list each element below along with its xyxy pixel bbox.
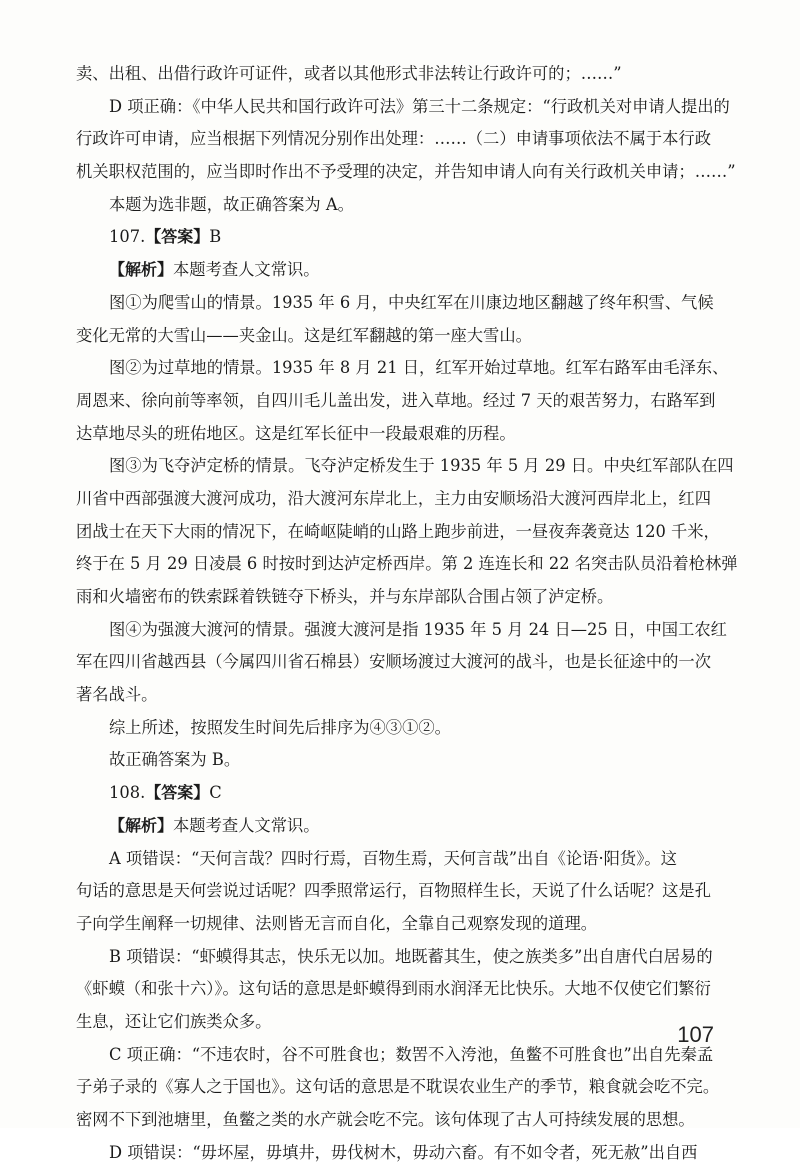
text-line: 军在四川省越西县（今属四川省石棉县）安顺场渡过大渡河的战斗，也是长征途中的一次 [76, 652, 711, 672]
question-107-analysis [76, 254, 724, 287]
text-line: 川省中西部强渡大渡河成功，沿大渡河东岸北上，主力由安顺场沿大渡河西岸北上，红四 [76, 488, 711, 508]
text-line: 子弟子录的《寡人之于国也》。这句话的意思是不耽误农业生产的季节，粮食就会吃不完。 [76, 1077, 720, 1097]
text-line: C 项正确：“不违农时，谷不可胜食也；数罟不入洿池，鱼鳖不可胜食也”出自先秦孟 [109, 1044, 714, 1064]
answer-value: B [209, 227, 222, 247]
text-line: 达草地尽头的班佑地区。这是红军长征中一段最艰难的历程。 [76, 423, 516, 443]
text-line: 图④为强渡大渡河的情景。强渡大渡河是指 1935 年 5 月 24 日—25 日，中国工农红 [109, 619, 727, 639]
text-line: 机关职权范围的，应当即时作出不予受理的决定，并告知申请人向有关行政机关申请；……” [76, 162, 736, 182]
question-108-analysis [76, 810, 724, 843]
text-line: 图①为爬雪山的情景。1935 年 6 月，中央红军在川康边地区翻越了终年积雪、气候 [109, 292, 714, 312]
text-line: 综上所述，按照发生时间先后排序为④③①②。 [109, 717, 451, 737]
text-line: 变化无常的大雪山——夹金山。这是红军翻越的第一座大雪山。 [76, 325, 532, 345]
conclusion-line: 本题为选非题，故正确答案为 A。 [109, 194, 354, 214]
analysis-text: 本题考查人文常识。 [173, 815, 320, 835]
text-line: 生息，还让它们族类众多。 [76, 1011, 272, 1031]
text-line: 卖、出租、出借行政许可证件，或者以其他形式非法转让行政许可的；……” [76, 64, 622, 83]
text-line: 著名战斗。 [76, 685, 158, 705]
text-line: 图②为过草地的情景。1935 年 8 月 21 日，红军开始过草地。红军右路军由毛泽东、 [109, 358, 729, 378]
conclusion-line: 故正确答案为 B。 [109, 750, 241, 770]
answer-value: C [209, 783, 222, 803]
question-108-answer [76, 777, 724, 810]
text-line: D 项正确：《中华人民共和国行政许可法》第三十二条规定：“行政机关对申请人提出的 [109, 96, 730, 116]
text-line: 团战士在天下大雨的情况下，在崎岖陡峭的山路上跑步前进，一昼夜奔袭竟达 120 千米， [76, 521, 720, 541]
text-line: 终于在 5 月 29 日凌晨 6 时按时到达泸定桥西岸。第 2 连连长和 22 名突击队员沿着枪林弹 [76, 554, 738, 574]
answer-tag: 【答案】 [145, 227, 210, 247]
text-line: 行政许可申请，应当根据下列情况分别作出处理：……（二）申请事项依法不属于本行政 [76, 129, 711, 149]
question-107-answer [76, 221, 724, 254]
page-number: 107 [677, 1022, 714, 1047]
body-text [76, 58, 738, 1169]
question-number: 107. [109, 227, 146, 247]
text-line: 周恩来、徐向前等率领，自四川毛儿盖出发，进入草地。经过 7 天的艰苦努力，右路军到 [76, 390, 716, 410]
text-line: 密网不下到池塘里，鱼鳖之类的水产就会吃不完。该句体现了古人可持续发展的思想。 [76, 1110, 695, 1129]
text-line: A 项错误：“天何言哉？四时行焉，百物生焉，天何言哉”出自《论语·阳货》。这 [109, 848, 677, 868]
answer-tag: 【答案】 [145, 783, 210, 803]
text-line: 《虾蟆（和张十六）》。这句话的意思是虾蟆得到雨水润泽无比快乐。大地不仅使它们繁衍 [76, 979, 711, 999]
text-line: D 项错误：“毋坏屋，毋填井，毋伐树木，毋动六畜。有不如令者，死无赦”出自西 [109, 1142, 698, 1162]
analysis-tag: 【解析】 [109, 260, 174, 280]
text-line: 句话的意思是天何尝说过话呢？四季照常运行，百物照样生长，天说了什么话呢？这是孔 [76, 881, 711, 901]
analysis-text: 本题考查人文常识。 [173, 260, 320, 280]
question-number: 108. [109, 783, 146, 803]
text-line: 图③为飞夺泸定桥的情景。飞夺泸定桥发生于 1935 年 5 月 29 日。中央红军部队在四 [109, 456, 734, 476]
text-line: 雨和火墙密布的铁索踩着铁链夺下桥头，并与东岸部队合围占领了泸定桥。 [76, 587, 614, 606]
text-line: B 项错误：“虾蟆得其志，快乐无以加。地既蓄其生，使之族类多”出自唐代白居易的 [109, 946, 713, 966]
text-line: 子向学生阐释一切规律、法则皆无言而自化，全靠自己观察发现的道理。 [76, 913, 598, 933]
analysis-tag: 【解析】 [109, 815, 174, 835]
